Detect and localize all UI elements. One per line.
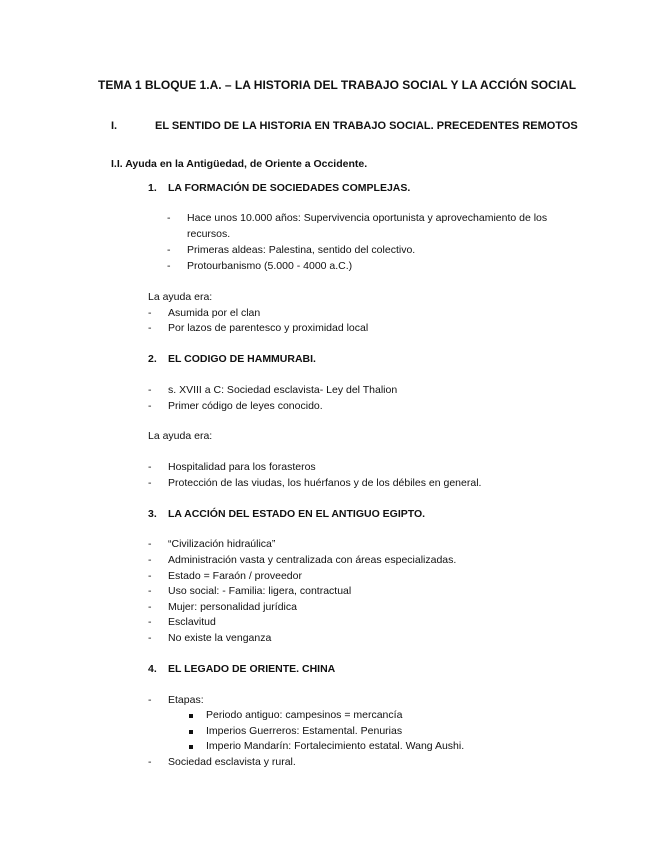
section-title: EL SENTIDO DE LA HISTORIA EN TRABAJO SOCIAL. PRECEDENTES REMOTOS	[155, 120, 578, 132]
subsection-title: I.I. Ayuda en la Antigüedad, de Oriente a Occidente.	[111, 158, 368, 170]
list-item: Protourbanismo (5.000 - 4000 a.C.)	[187, 260, 353, 272]
list-item: No existe la venganza	[168, 632, 272, 644]
list-item: Administración vasta y centralizada con áreas especializadas.	[168, 554, 457, 566]
list-item: Mujer: personalidad jurídica	[168, 601, 297, 613]
section-number: I.	[111, 120, 118, 132]
list-item: Por lazos de parentesco y proximidad local	[168, 322, 369, 334]
dash-icon: -	[148, 694, 152, 706]
list-item: s. XVIII a C: Sociedad esclavista- Ley del Thalion	[168, 384, 398, 396]
list-item: Primer código de leyes conocido.	[168, 400, 323, 412]
dash-icon: -	[167, 212, 171, 224]
list-item: Etapas:	[168, 694, 204, 706]
list-item: Hace unos 10.000 años: Supervivencia oportunista y aprovechamiento de los	[187, 212, 548, 224]
document-title: TEMA 1 BLOQUE 1.A. – LA HISTORIA DEL TRABAJO SOCIAL Y LA ACCIÓN SOCIAL	[98, 78, 577, 92]
part-3-number: 3.	[148, 508, 157, 520]
dash-icon: -	[148, 384, 152, 396]
dash-icon: -	[148, 461, 152, 473]
list-item: recursos.	[187, 228, 231, 240]
list-item: Asumida por el clan	[168, 307, 261, 319]
list-item: Sociedad esclavista y rural.	[168, 756, 296, 768]
dash-icon: -	[148, 307, 152, 319]
list-item: Protección de las viudas, los huérfanos y de los débiles en general.	[168, 477, 482, 489]
dash-icon: -	[148, 322, 152, 334]
sub-list-item: Imperios Guerreros: Estamental. Penurias	[206, 725, 403, 737]
part-4-heading: EL LEGADO DE ORIENTE. CHINA	[168, 663, 336, 675]
sub-list-item: Periodo antiguo: campesinos = mercancía	[206, 709, 403, 721]
part-2-number: 2.	[148, 353, 157, 365]
dash-icon: -	[148, 756, 152, 768]
part-1-heading: LA FORMACIÓN DE SOCIEDADES COMPLEJAS.	[168, 182, 411, 194]
list-item: Estado = Faraón / proveedor	[168, 570, 302, 582]
dash-icon: -	[148, 585, 152, 597]
part-3-heading: LA ACCIÓN DEL ESTADO EN EL ANTIGUO EGIPTO.	[168, 508, 426, 520]
square-bullet-icon	[189, 714, 193, 718]
part-1-number: 1.	[148, 182, 157, 194]
list-item: Primeras aldeas: Palestina, sentido del colectivo.	[187, 244, 416, 256]
part-4-number: 4.	[148, 663, 157, 675]
sub-list-item: Imperio Mandarín: Fortalecimiento estatal. Wang Aushi.	[206, 740, 465, 752]
dash-icon: -	[148, 538, 152, 550]
list-item: Esclavitud	[168, 616, 216, 628]
dash-icon: -	[148, 400, 152, 412]
list-item: Uso social: - Familia: ligera, contractual	[168, 585, 352, 597]
dash-icon: -	[148, 554, 152, 566]
list-item: “Civilización hidraúlica”	[168, 538, 276, 550]
dash-icon: -	[148, 477, 152, 489]
dash-icon: -	[148, 616, 152, 628]
square-bullet-icon	[189, 730, 193, 734]
dash-icon: -	[167, 244, 171, 256]
square-bullet-icon	[189, 745, 193, 749]
list-item: Hospitalidad para los forasteros	[168, 461, 316, 473]
aid-label: La ayuda era:	[148, 430, 213, 442]
dash-icon: -	[148, 632, 152, 644]
dash-icon: -	[167, 260, 171, 272]
dash-icon: -	[148, 601, 152, 613]
dash-icon: -	[148, 570, 152, 582]
part-2-heading: EL CODIGO DE HAMMURABI.	[168, 353, 316, 365]
aid-label: La ayuda era:	[148, 291, 213, 303]
